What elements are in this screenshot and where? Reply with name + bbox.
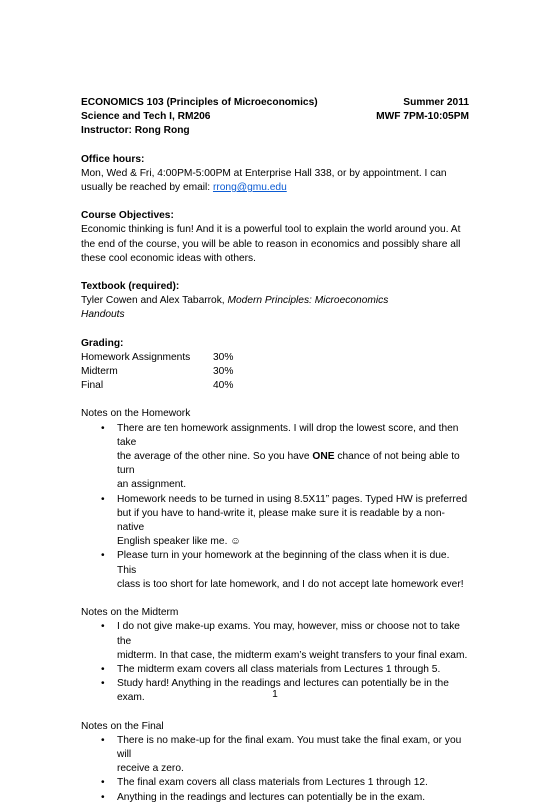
location: Science and Tech I, RM206 <box>81 111 211 123</box>
homework-note <box>81 422 469 493</box>
grading-row <box>81 365 469 379</box>
midterm-note: • Study hard! Anything in the readings and lectures can potentially be in the exam. <box>81 677 469 705</box>
final-list <box>81 734 469 805</box>
text-span: chance of not being able to turn <box>117 451 460 477</box>
homework-note-line: class is too short for late homework, and I do not accept late homework ever! <box>117 578 464 590</box>
email-prefix: usually be reached by email: <box>81 182 211 194</box>
grading-weight: 40% <box>213 380 234 392</box>
grading-weight: 30% <box>213 366 234 378</box>
grading-item: Midterm <box>81 366 118 378</box>
homework-note-line: but if you have to hand-write it, please make sure it is readable by a non-native <box>117 507 445 534</box>
textbook-entry <box>81 294 469 308</box>
email-link[interactable]: rrong@gmu.edu <box>212 182 287 194</box>
homework-note-line: English speaker like me. ☺ <box>117 536 241 548</box>
grading-row <box>81 351 469 365</box>
office-hours-line-1: Mon, Wed & Fri, 4:00PM-5:00PM at Enterprise Hall 338, or by appointment. I can <box>81 167 447 179</box>
textbook-authors: Tyler Cowen and Alex Tabarrok, <box>81 295 225 307</box>
midterm-heading: Notes on the Midterm <box>81 607 179 619</box>
text-span: the average of the other nine. So you have <box>117 451 310 463</box>
office-hours-heading: Office hours: <box>81 153 145 165</box>
homework-note-line: • There are ten homework assignments. I will drop the lowest score, and then take <box>117 422 459 448</box>
page-number: 1 <box>272 689 278 700</box>
header-row-1 <box>81 96 469 110</box>
grading-heading: Grading: <box>81 337 124 349</box>
textbook-heading: Textbook (required): <box>81 281 180 293</box>
grading-weight: 30% <box>213 351 234 363</box>
schedule: MWF 7PM-10:05PM <box>376 111 469 123</box>
homework-note-line <box>117 450 469 478</box>
handouts: Handouts <box>81 309 125 321</box>
emphasis-one: ONE <box>312 451 335 463</box>
midterm-note-line: midterm. In that case, the midterm exam’s weight transfers to your final exam. <box>117 649 468 661</box>
objectives-heading: Course Objectives: <box>81 210 174 222</box>
homework-heading: Notes on the Homework <box>81 408 191 420</box>
term: Summer 2011 <box>403 97 469 108</box>
midterm-note <box>81 620 469 663</box>
homework-note <box>81 549 469 592</box>
grading-item: Final <box>81 380 104 392</box>
final-note <box>81 734 469 777</box>
final-heading: Notes on the Final <box>81 720 164 732</box>
objectives-line: these cool economic ideas with others. <box>81 252 256 264</box>
grading-item: Homework Assignments <box>81 351 191 363</box>
objectives-line: the end of the course, you will be able to reason in economics and possibly share all <box>81 238 461 250</box>
midterm-note: • The midterm exam covers all class materials from Lectures 1 through 5. <box>81 663 469 677</box>
instructor: Instructor: Rong Rong <box>81 125 190 137</box>
office-hours-line-2 <box>81 181 469 195</box>
homework-note <box>81 493 469 550</box>
homework-list <box>81 422 469 592</box>
homework-note-line: • Homework needs to be turned in using 8.5X11” pages. Typed HW is preferred <box>117 493 468 505</box>
homework-note-line: • Please turn in your homework at the beginning of the class when it is due. This <box>117 550 450 576</box>
final-note-line: receive a zero. <box>117 763 184 775</box>
objectives-line: Economic thinking is fun! And it is a powerful tool to explain the world around you. At <box>81 224 461 236</box>
course-title: ECONOMICS 103 (Principles of Microeconomics) <box>81 97 318 108</box>
final-note-line: • There is no make-up for the final exam. You must take the final exam, or you will <box>117 734 462 760</box>
final-note: • Anything in the readings and lectures can potentially be in the exam. <box>81 791 469 805</box>
midterm-note-line: • I do not give make-up exams. You may, however, miss or choose not to take the <box>117 621 460 647</box>
final-note: • The final exam covers all class materials from Lectures 1 through 12. <box>81 776 469 790</box>
textbook-title: Modern Principles: Microeconomics <box>227 295 389 307</box>
grading-row <box>81 379 469 393</box>
homework-note-line: an assignment. <box>117 479 187 491</box>
header-row-2 <box>81 110 469 124</box>
